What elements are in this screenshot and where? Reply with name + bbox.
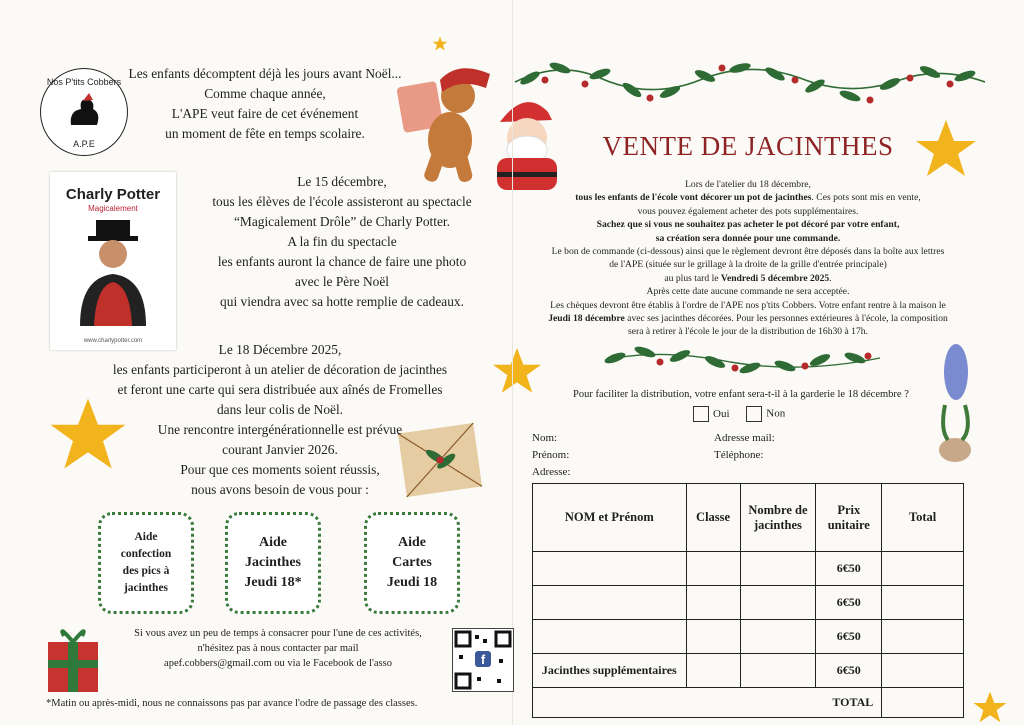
badge-line: Jeudi 18 (386, 575, 438, 590)
santa-icon (497, 102, 557, 190)
workshop-line: courant Janvier 2026. (222, 442, 338, 457)
sale-line (528, 325, 968, 338)
table-row (533, 586, 964, 620)
sale-line-text: Les chèques devront être établis à l'ordre de l'APE nos p'tits Cobbers. Votre enfant rentre à la maison le (550, 299, 946, 311)
field-adresse[interactable]: Adresse: (532, 466, 571, 478)
contact-line: Si vous avez un peu de temps à consacrer pour l'une de ces activités, (134, 628, 422, 639)
footnote: *Matin ou après-midi, nous ne connaissons pas par avance l'odre de passage des classes. (46, 698, 418, 709)
holly-garland-top (515, 60, 985, 103)
sale-line-bold: Sachez que si vous ne souhaitez pas acheter le pot décoré par votre enfant, (596, 219, 900, 231)
sale-line (528, 285, 968, 298)
page-fold (512, 0, 513, 725)
cell-nom[interactable] (533, 620, 687, 654)
logo-ape: A.P.E (73, 139, 95, 149)
sale-line-text: vous pouvez également acheter des pots supplémentaires. (637, 205, 859, 217)
sale-line-bold: Vendredi 5 décembre 2025 (720, 272, 830, 284)
show-line: qui viendra avec sa hotte remplie de cadeaux. (220, 294, 464, 309)
sale-line (528, 312, 968, 325)
badge-line: Cartes (392, 555, 432, 570)
badge-line: Jacinthes (245, 555, 301, 570)
intro-line: Comme chaque année, (204, 86, 326, 101)
workshop-text (105, 340, 455, 500)
star-icon (916, 120, 976, 176)
header-total: Total (882, 484, 964, 552)
non-checkbox[interactable] (746, 406, 762, 422)
svg-text:f: f (480, 652, 486, 667)
charly-potter-poster (50, 172, 176, 350)
header-nom: NOM et Prénom (533, 484, 687, 552)
logo-name: Nos P'tits Cobbers (46, 77, 122, 87)
workshop-line: nous avons besoin de vous pour : (191, 482, 369, 497)
contact-line: apef.cobbers@gmail.com ou via le Facebook de l'asso (164, 658, 392, 669)
field-telephone[interactable]: Téléphone: (714, 449, 764, 461)
sale-line (528, 191, 968, 204)
intro-line: L'APE veut faire de cet événement (171, 106, 359, 121)
sale-line-bold: sa création sera donnée pour une commande. (655, 232, 841, 244)
workshop-line: les enfants participeront à un atelier de décoration de jacinthes (112, 362, 448, 377)
hyacinth-icon (939, 344, 971, 462)
sale-line-text: . Ces pots sont mis en vente, (811, 192, 921, 204)
page-title: VENTE DE JACINTHES (602, 131, 894, 161)
cell-prix: 6€50 (816, 552, 882, 586)
sale-line-text: Après cette date aucune commande ne sera acceptée. (646, 286, 850, 298)
header-classe: Classe (686, 484, 740, 552)
show-text (182, 172, 502, 312)
sale-line (528, 258, 968, 271)
cell-extra-label: Jacinthes supplémentaires (533, 654, 687, 688)
intro-text (110, 64, 420, 144)
sale-text (528, 178, 968, 339)
badge-line: confection (120, 548, 172, 560)
show-line: A la fin du spectacle (287, 234, 397, 249)
sale-line (528, 205, 968, 218)
table-row-total (533, 688, 964, 718)
intro-line: Les enfants décomptent déjà les jours avant Noël... (128, 66, 402, 81)
sale-line-text: au plus tard le (664, 272, 721, 284)
magician-illustration (72, 216, 154, 326)
star-icon (493, 348, 541, 393)
badge-line: Aide (259, 535, 287, 550)
table-row (533, 552, 964, 586)
field-prenom[interactable]: Prénom: (532, 449, 570, 461)
show-line: “Magicalement Drôle” de Charly Potter. (233, 214, 451, 229)
cell-total[interactable] (882, 620, 964, 654)
dog-icon (63, 91, 105, 133)
cell-prix: 6€50 (816, 654, 882, 688)
cell-classe[interactable] (686, 654, 740, 688)
sale-line (528, 272, 968, 285)
show-line: avec le Père Noël (294, 274, 390, 289)
non-label: Non (766, 407, 786, 420)
poster-url: www.charlypotter.com (83, 338, 143, 344)
cell-classe[interactable] (686, 620, 740, 654)
sale-line-text: avec ses jacinthes décorées. Pour les personnes extérieures à l'école, la composition (624, 313, 948, 325)
contact-line: n'hésitez pas à nous contacter par mail (197, 643, 359, 654)
table-row (533, 620, 964, 654)
field-nom[interactable]: Nom: (532, 432, 558, 444)
cell-nombre[interactable] (740, 552, 816, 586)
star-icon (433, 37, 448, 51)
cell-nombre[interactable] (740, 654, 816, 688)
cell-total[interactable] (882, 552, 964, 586)
header-nombre: Nombre de jacinthes (740, 484, 816, 552)
cell-nom[interactable] (533, 586, 687, 620)
cell-nombre[interactable] (740, 586, 816, 620)
cell-prix: 6€50 (816, 620, 882, 654)
workshop-line: Pour que ces moments soient réussis, (180, 462, 380, 477)
field-mail[interactable]: Adresse mail: (714, 432, 775, 444)
sale-line (528, 218, 968, 231)
workshop-line: et feront une carte qui sera distribuée aux aînés de Fromelles (117, 382, 443, 397)
cell-nombre[interactable] (740, 620, 816, 654)
cell-total[interactable] (882, 586, 964, 620)
sale-line-text: Lors de l'atelier du 18 décembre, (685, 179, 811, 190)
sale-line (528, 245, 968, 258)
badge-line: Aide (134, 531, 158, 543)
sale-line-bold: Jeudi 18 décembre (548, 313, 625, 325)
workshop-line: Le 18 Décembre 2025, (218, 342, 342, 357)
gift-box-icon (48, 631, 98, 692)
sale-line-text: sera à retirer à l'école le jour de la distribution de 16h30 à 17h. (628, 326, 868, 338)
holly-garland-middle (603, 344, 880, 375)
workshop-line: Une rencontre intergénérationnelle est prévue (157, 422, 403, 437)
oui-checkbox[interactable] (693, 406, 709, 422)
cell-grand-total[interactable] (882, 688, 964, 718)
table-row-extra (533, 654, 964, 688)
show-line: les enfants auront la chance de faire une photo (217, 254, 467, 269)
star-icon (974, 692, 1007, 723)
cell-nom[interactable] (533, 552, 687, 586)
sale-line (528, 178, 968, 191)
qr-pattern (453, 629, 513, 691)
badge-line: jacinthes (123, 582, 169, 594)
cell-classe[interactable] (686, 586, 740, 620)
qr-code (452, 628, 514, 692)
badge-aide-jacinthes (225, 512, 321, 614)
cell-total-label: TOTAL (533, 688, 882, 718)
badge-aide-cartes (364, 512, 460, 614)
cell-total[interactable] (882, 654, 964, 688)
show-line: tous les élèves de l'école assisteront au spectacle (212, 194, 472, 209)
badge-line: Aide (398, 535, 426, 550)
sale-line-text: de l'APE (située sur le grillage à la droite de la grille d'entrée principale) (609, 259, 887, 271)
contact-text (108, 626, 448, 671)
garderie-options (693, 406, 785, 422)
sale-line-bold: tous les enfants de l'école vont décorer un pot de jacinthes (575, 192, 812, 204)
garderie-question: Pour faciliter la distribution, votre enfant sera-t-il à la garderie le 18 décembre ? (573, 389, 909, 400)
workshop-line: dans leur colis de Noël. (216, 402, 344, 417)
sale-line (528, 299, 968, 312)
show-line: Le 15 décembre, (297, 174, 387, 189)
sale-line-text: Le bon de commande (ci-dessous) ainsi que le règlement devront être déposés dans la boîte aux lettres (551, 246, 945, 258)
badge-line: Jeudi 18* (244, 575, 302, 590)
intro-line: un moment de fête en temps scolaire. (165, 126, 365, 141)
poster-title: Charly Potter (65, 186, 161, 203)
oui-label: Oui (713, 407, 730, 420)
order-table (532, 483, 964, 718)
sale-line (528, 232, 968, 245)
sale-line-text: . (829, 272, 832, 284)
badge-aide-pics (98, 512, 194, 614)
badge-line: des pics à (122, 565, 170, 577)
cell-classe[interactable] (686, 552, 740, 586)
header-prix: Prix unitaire (816, 484, 882, 552)
poster-subtitle: Magicalement (88, 204, 138, 213)
cell-prix: 6€50 (816, 586, 882, 620)
